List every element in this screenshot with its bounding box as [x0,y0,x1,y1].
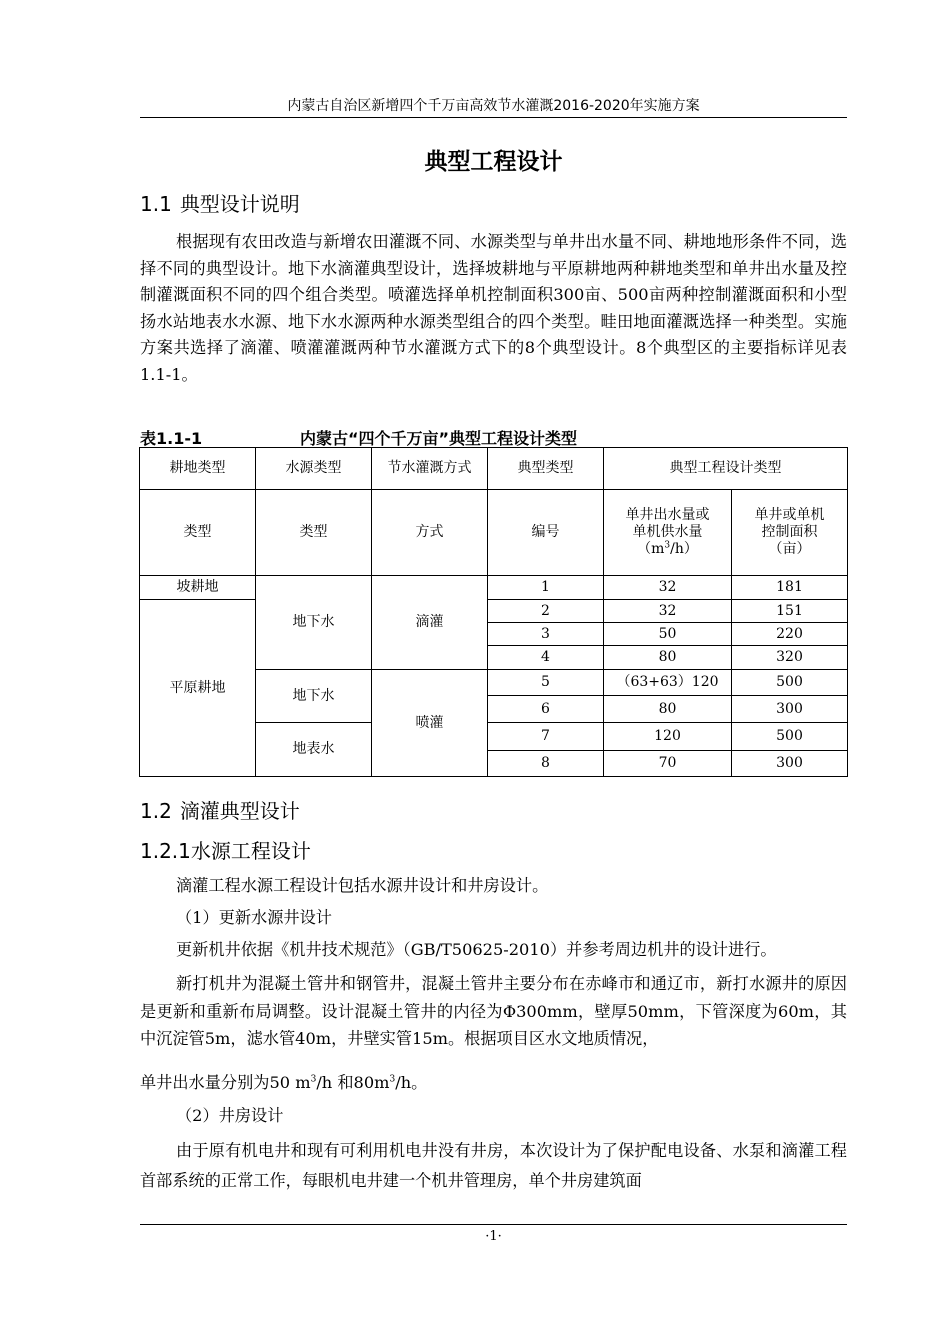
row-7-no: 7 [488,723,604,751]
section-1-1-paragraph: 根据现有农田改造与新增农田灌溉不同、水源类型与单井出水量不同、耕地地形条件不同，选择不同的典型设计。地下水滴灌典型设计，选择坡耕地与平原耕地两种耕地类型和单井出水量及控制灌溉面积不同的四个组合类型。喷灌选择单机控制面积300亩、500亩两种控制灌溉面积和小型扬水站地表水水源、地下水水源两种水源类型组合的四个类型。畦田地面灌溉选择一种类型。实施方案共选择了滴灌、喷灌灌溉两种节水灌溉方式下的8个典型设计。8个典型区的主要指标详见表1.1-1。 [140,232,847,384]
row-2-flow: 32 [604,600,732,623]
land-slope: 坡耕地 [140,576,256,600]
superscript: 3 [310,1074,317,1085]
typical-design-table [139,447,848,777]
row-5-area: 500 [732,670,848,696]
row-3-area: 220 [732,623,848,646]
row-7-flow: 120 [604,723,732,751]
land-plain: 平原耕地 [140,600,256,777]
body-paragraph-4: 新打机井为混凝土管井和钢管井，混凝土管井主要分布在赤峰市和通辽市，新打水源井的原因是更新和重新布局调整。设计混凝土管井的内径为Φ300mm，壁厚50mm，下管深度为60m，其中沉淀管5m，滤水管40m，井壁实管15m。根据项目区水文地质情况， [140,974,847,1048]
header-area-line2: 控制面积 [761,524,818,540]
text-run: 单井出水量分别为50 m [140,1073,311,1092]
header-type: 类型 [140,490,256,576]
header-flow-line2: 单机供水量 [632,524,703,540]
row-5-no: 5 [488,670,604,696]
header-mode: 方式 [372,490,488,576]
row-1-no: 1 [488,576,604,600]
page-title: 典型工程设计 [424,149,563,175]
subheading-well-house: （2）井房设计 [176,1106,284,1125]
header-area-line1: 单井或单机 [754,507,825,523]
footer-rule [140,1224,847,1225]
row-2-area: 151 [732,600,848,623]
running-header: 内蒙古自治区新增四个千万亩高效节水灌溉2016-2020年实施方案 [287,98,700,114]
row-4-area: 320 [732,646,848,670]
row-8-no: 8 [488,751,604,777]
text-run: /h。 [395,1073,428,1092]
superscript: 3 [389,1074,396,1085]
section-title: 滴灌典型设计 [179,799,300,823]
header-flow-unit [606,541,729,558]
row-1-flow: 32 [604,576,732,600]
section-title: 水源工程设计 [190,839,311,863]
row-2-no: 2 [488,600,604,623]
row-1-area: 181 [732,576,848,600]
text-run: /h 和80m [316,1073,390,1092]
header-flow-line1: 单井出水量或 [625,507,710,523]
section-number: 1.2.1 [140,839,191,863]
table-number: 表1.1-1 [140,429,203,448]
header-typical-type: 典型类型 [488,448,604,490]
header-irrigation: 节水灌溉方式 [372,448,488,490]
header-area [732,490,848,576]
section-number: 1.1 [140,192,172,216]
row-6-no: 6 [488,696,604,723]
section-heading-1-2-1 [140,837,311,865]
header-area-unit: （亩） [768,541,811,557]
mode-sprinkler: 喷灌 [372,670,488,777]
subheading-well-design: （1）更新水源井设计 [176,908,332,927]
flow-unit-post: /h） [670,541,698,557]
header-land-type: 耕地类型 [140,448,256,490]
body-paragraph-1: 滴灌工程水源工程设计包括水源井设计和井房设计。 [176,876,549,895]
section-heading-1-2 [140,797,300,825]
header-type-2: 类型 [256,490,372,576]
row-5-flow: （63+63）120 [604,670,732,696]
flow-unit-sup: 3 [664,540,671,551]
source-groundwater-sprinkler: 地下水 [256,670,372,723]
row-4-flow: 80 [604,646,732,670]
header-number: 编号 [488,490,604,576]
row-6-area: 300 [732,696,848,723]
table-title: 内蒙古“四个千万亩”典型工程设计类型 [300,429,578,448]
section-number: 1.2 [140,799,172,823]
row-4-no: 4 [488,646,604,670]
row-8-area: 300 [732,751,848,777]
source-groundwater-drip: 地下水 [256,576,372,670]
row-6-flow: 80 [604,696,732,723]
section-heading-1-1 [140,190,300,218]
row-3-flow: 50 [604,623,732,646]
section-title: 典型设计说明 [179,192,300,216]
header-rule [140,117,847,118]
body-paragraph-6: 由于原有机电井和现有可利用机电井没有井房，本次设计为了保护配电设备、水泵和滴灌工程首部系统的正常工作，每眼机电井建一个机井管理房，单个井房建筑面 [140,1141,847,1190]
body-paragraph-4-end [140,1070,847,1096]
header-flow [604,490,732,576]
flow-unit-pre: （m [637,541,665,557]
row-3-no: 3 [488,623,604,646]
table-caption [140,426,847,448]
header-design-type: 典型工程设计类型 [604,448,848,490]
mode-drip: 滴灌 [372,576,488,670]
page-number: ·1· [485,1229,502,1244]
source-surface-water: 地表水 [256,723,372,777]
row-7-area: 500 [732,723,848,751]
header-water-source: 水源类型 [256,448,372,490]
body-paragraph-3: 更新机井依据《机井技术规范》（GB/T50625-2010）并参考周边机井的设计进行。 [176,940,777,959]
row-8-flow: 70 [604,751,732,777]
